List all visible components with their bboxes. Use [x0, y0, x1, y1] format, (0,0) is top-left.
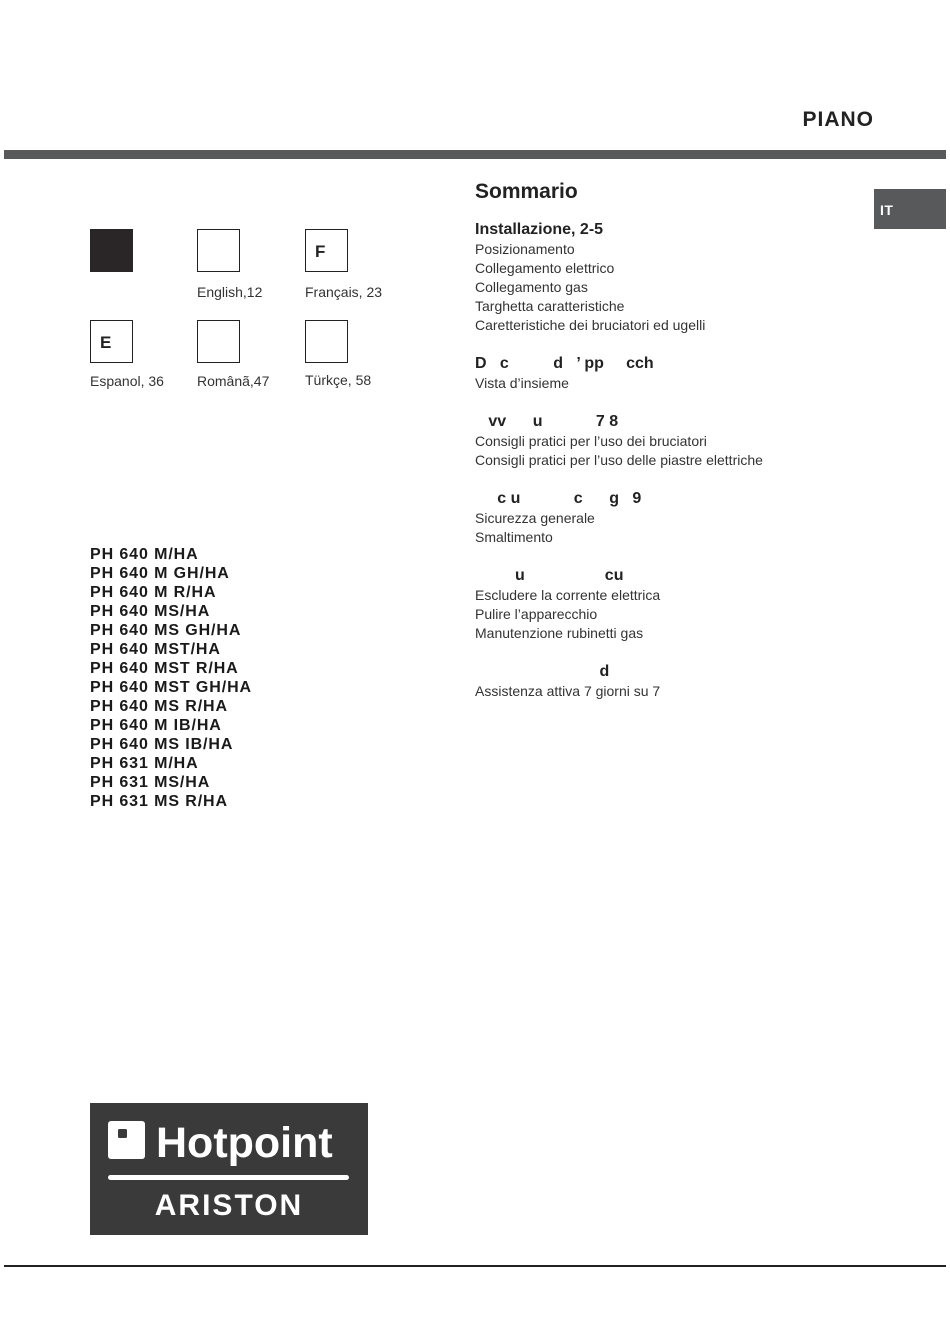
- toc-section-installation: [475, 220, 855, 335]
- toc-section-safety: [475, 489, 855, 547]
- toc-item: Targhetta caratteristiche: [475, 298, 625, 314]
- brand-logo-icon: [90, 1103, 368, 1235]
- model-item: PH 631 M/HA: [90, 755, 199, 772]
- model-item: PH 640 MST GH/HA: [90, 679, 252, 696]
- model-item: PH 640 MST R/HA: [90, 660, 239, 677]
- toc-section-description: [475, 354, 855, 393]
- toc-item: Manutenzione rubinetti gas: [475, 625, 644, 641]
- language-tab: [874, 189, 946, 229]
- model-item: PH 640 M IB/HA: [90, 717, 222, 734]
- toc-section-usage: [475, 412, 855, 470]
- language-label-turkish: Türkçe, 58: [305, 372, 372, 388]
- language-tab-label: IT: [880, 202, 894, 218]
- model-item: PH 640 M R/HA: [90, 584, 217, 601]
- toc-item: Sicurezza generale: [475, 510, 595, 526]
- hotpoint-ariston-logo: [90, 1103, 368, 1235]
- model-item: PH 640 MS IB/HA: [90, 736, 234, 753]
- toc-section-heading: D c d ’ pp cch: [475, 355, 654, 372]
- toc-item: Posizionamento: [475, 241, 575, 257]
- toc-section-assistance: [475, 662, 855, 701]
- language-box-italian: [90, 229, 133, 272]
- model-item: PH 640 MST/HA: [90, 641, 221, 658]
- toc-section-maintenance: [475, 566, 855, 643]
- model-item: PH 640 MS GH/HA: [90, 622, 242, 639]
- model-item: PH 640 M/HA: [90, 546, 199, 563]
- language-label-romanian: Românã,47: [197, 373, 270, 389]
- logo-wordmark-bottom: ARISTON: [154, 1189, 304, 1222]
- toc-item: Collegamento gas: [475, 279, 588, 295]
- model-item: PH 631 MS/HA: [90, 774, 211, 791]
- header-rule: [4, 150, 946, 159]
- toc-item: Caretteristiche dei bruciatori ed ugelli: [475, 317, 706, 333]
- document-title: PIANO: [802, 108, 874, 131]
- footer-rule: [4, 1265, 946, 1267]
- toc-section-heading: Installazione, 2-5: [475, 221, 604, 238]
- toc-item: Escludere la corrente elettrica: [475, 587, 661, 603]
- model-item: PH 631 MS R/HA: [90, 793, 228, 810]
- language-box-french: F: [305, 229, 348, 272]
- model-list: [90, 545, 252, 811]
- language-label-spanish: Espanol, 36: [90, 373, 164, 389]
- toc-item: Smaltimento: [475, 529, 553, 545]
- model-item: PH 640 M GH/HA: [90, 565, 230, 582]
- toc-item: Pulire l’apparecchio: [475, 606, 598, 622]
- toc-item: Collegamento elettrico: [475, 260, 615, 276]
- toc-item: Vista d’insieme: [475, 375, 569, 391]
- toc-item: Assistenza attiva 7 giorni su 7: [475, 683, 661, 699]
- toc-item: Consigli pratici per l’uso delle piastre elettriche: [475, 452, 763, 468]
- language-box-spanish: E: [90, 320, 133, 363]
- table-of-contents: [475, 180, 855, 720]
- toc-section-heading: vv u 7 8: [475, 413, 619, 430]
- language-box-romanian: [197, 320, 240, 363]
- language-box-turkish: [305, 320, 348, 363]
- language-box-english: [197, 229, 240, 272]
- toc-title: Sommario: [475, 180, 578, 203]
- toc-item: Consigli pratici per l’uso dei bruciatori: [475, 433, 707, 449]
- toc-section-heading: d: [475, 663, 610, 680]
- logo-wordmark-top: Hotpoint: [156, 1119, 333, 1167]
- model-item: PH 640 MS/HA: [90, 603, 211, 620]
- language-label-french: Français, 23: [305, 284, 383, 300]
- toc-section-heading: c u c g 9: [475, 490, 642, 507]
- toc-section-heading: u cu: [475, 567, 624, 584]
- model-item: PH 640 MS R/HA: [90, 698, 228, 715]
- language-label-english: English,12: [197, 284, 263, 300]
